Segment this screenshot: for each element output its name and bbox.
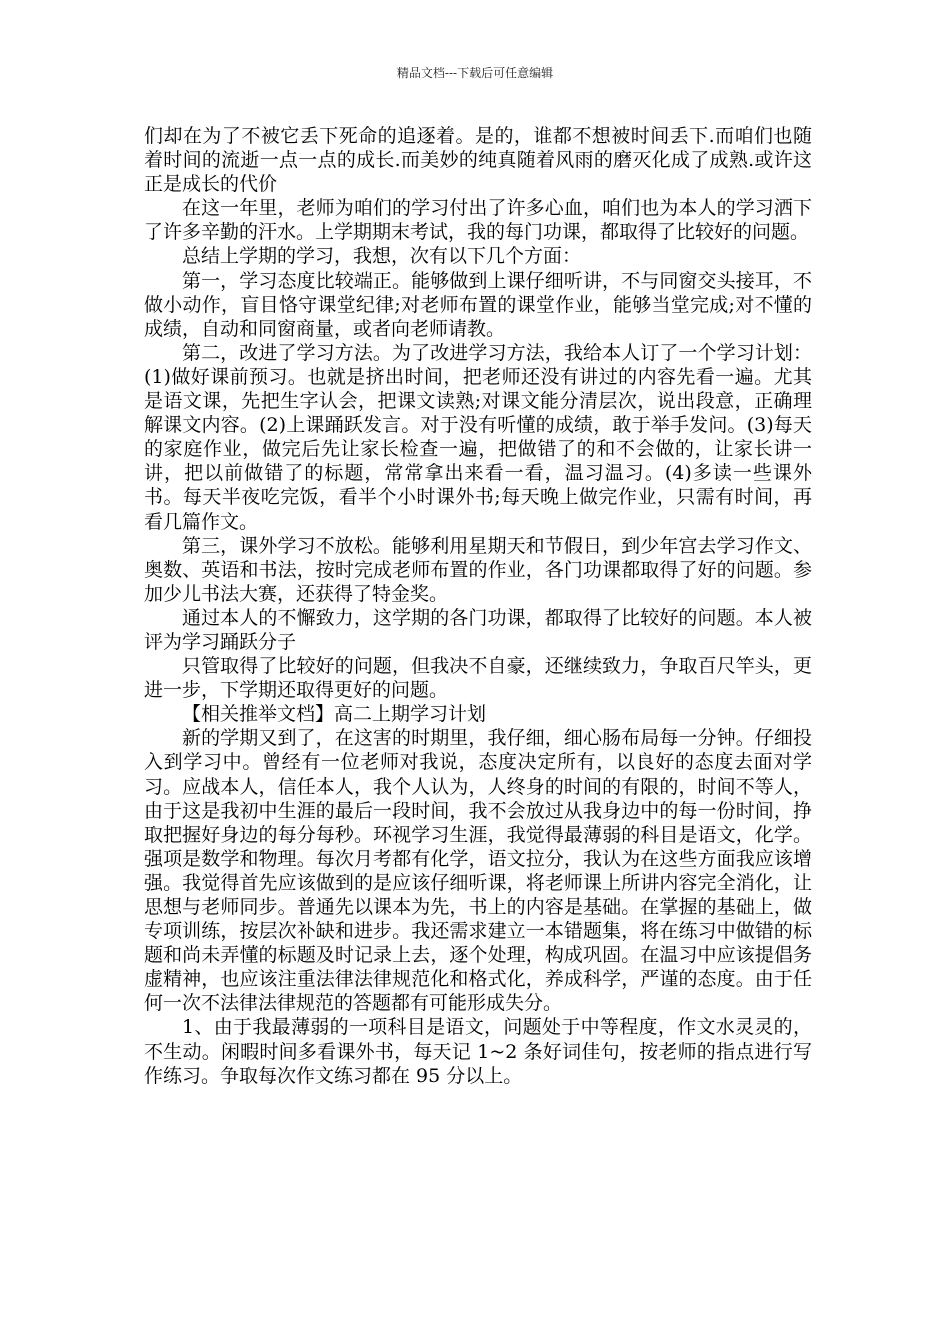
paragraph: 第二，改进了学习方法。为了改进学习方法，我给本人订了一个学习计划：(1)做好课前预习。也就是挤出时间，把老师还没有讲过的内容先看一遍。尤其是语文课，先把生字认会，把课文读熟;对课文能分清层次，说出段意，正确理解课文内容。(2)上课踊跃发言。对于没有听懂的成绩，敢于举手发问。(3)每天的家庭作业，做完后先让家长检查一遍，把做错了的和不会做的，让家长讲一讲，把以前做错了的标题，常常拿出来看一看，温习温习。(4)多读一些课外书。每天半夜吃完饭，看半个小时课外书;每天晚上做完作业，只需有时间，再看几篇作文。 [144, 341, 812, 533]
paragraph: 第一，学习态度比较端正。能够做到上课仔细听讲，不与同窗交头接耳，不做小动作，盲目恪守课堂纪律;对老师布置的课堂作业，能够当堂完成;对不懂的成绩，自动和同窗商量，或者向老师请教。 [144, 269, 812, 340]
paragraph: 新的学期又到了，在这害的时期里，我仔细，细心肠布局每一分钟。仔细投入到学习中。曾经有一位老师对我说，态度决定所有，以良好的态度去面对学习。应战本人，信任本人，我个人认为，人终身的时间的有限的，时间不等人，由于这是我初中生涯的最后一段时间，我不会放过从我身边中的每一份时间，挣取把握好身边的每分每秒。环视学习生涯，我觉得最薄弱的科目是语文，化学。强项是数学和物理。每次月考都有化学，语文拉分，我认为在这些方面我应该增强。我觉得首先应该做到的是应该仔细听课，将老师课上所讲内容完全消化，让思想与老师同步。普通先以课本为先，书上的内容是基础。在掌握的基础上，做专项训练，按层次补缺和进步。我还需求建立一本错题集，将在练习中做错的标题和尚未弄懂的标题及时记录上去，逐个处理，构成巩固。在温习中应该提倡务虚精神，也应该注重法律法律规范化和格式化，养成科学，严谨的态度。由于任何一次不法律法律规范的答题都有可能形成失分。 [144, 727, 812, 1015]
document-body [144, 124, 812, 1088]
paragraph: 在这一年里，老师为咱们的学习付出了许多心血，咱们也为本人的学习洒下了许多辛勤的汗水。上学期期末考试，我的每门功课，都取得了比较好的问题。 [144, 197, 812, 244]
paragraph: 1、由于我最薄弱的一项科目是语文，问题处于中等程度，作文水灵灵的，不生动。闲暇时间多看课外书，每天记 1~2 条好词佳句，按老师的指点进行写作练习。争取每次作文练习都在 95 分以上。 [144, 1016, 812, 1087]
page-header: 精品文档---下载后可任意编辑 [396, 66, 554, 80]
related-doc-heading: 【相关推举文档】高二上期学习计划 [182, 703, 487, 726]
paragraph: 总结上学期的学习，我想，次有以下几个方面： [182, 245, 582, 268]
paragraph: 们却在为了不被它丢下死命的追逐着。是的，谁都不想被时间丢下.而咱们也随着时间的流逝一点一点的成长.而美妙的纯真随着风雨的磨灭化成了成熟.或许这正是成长的代价 [144, 125, 812, 196]
paragraph: 第三，课外学习不放松。能够利用星期天和节假日，到少年宫去学习作文、奥数、英语和书法，按时完成老师布置的作业，各门功课都取得了好的问题。参加少儿书法大赛，还获得了特金奖。 [144, 534, 812, 605]
paragraph: 只管取得了比较好的问题，但我决不自豪，还继续致力，争取百尺竿头，更进一步，下学期还取得更好的问题。 [144, 655, 812, 702]
paragraph: 通过本人的不懈致力，这学期的各门功课，都取得了比较好的问题。本人被评为学习踊跃分子 [144, 606, 812, 653]
